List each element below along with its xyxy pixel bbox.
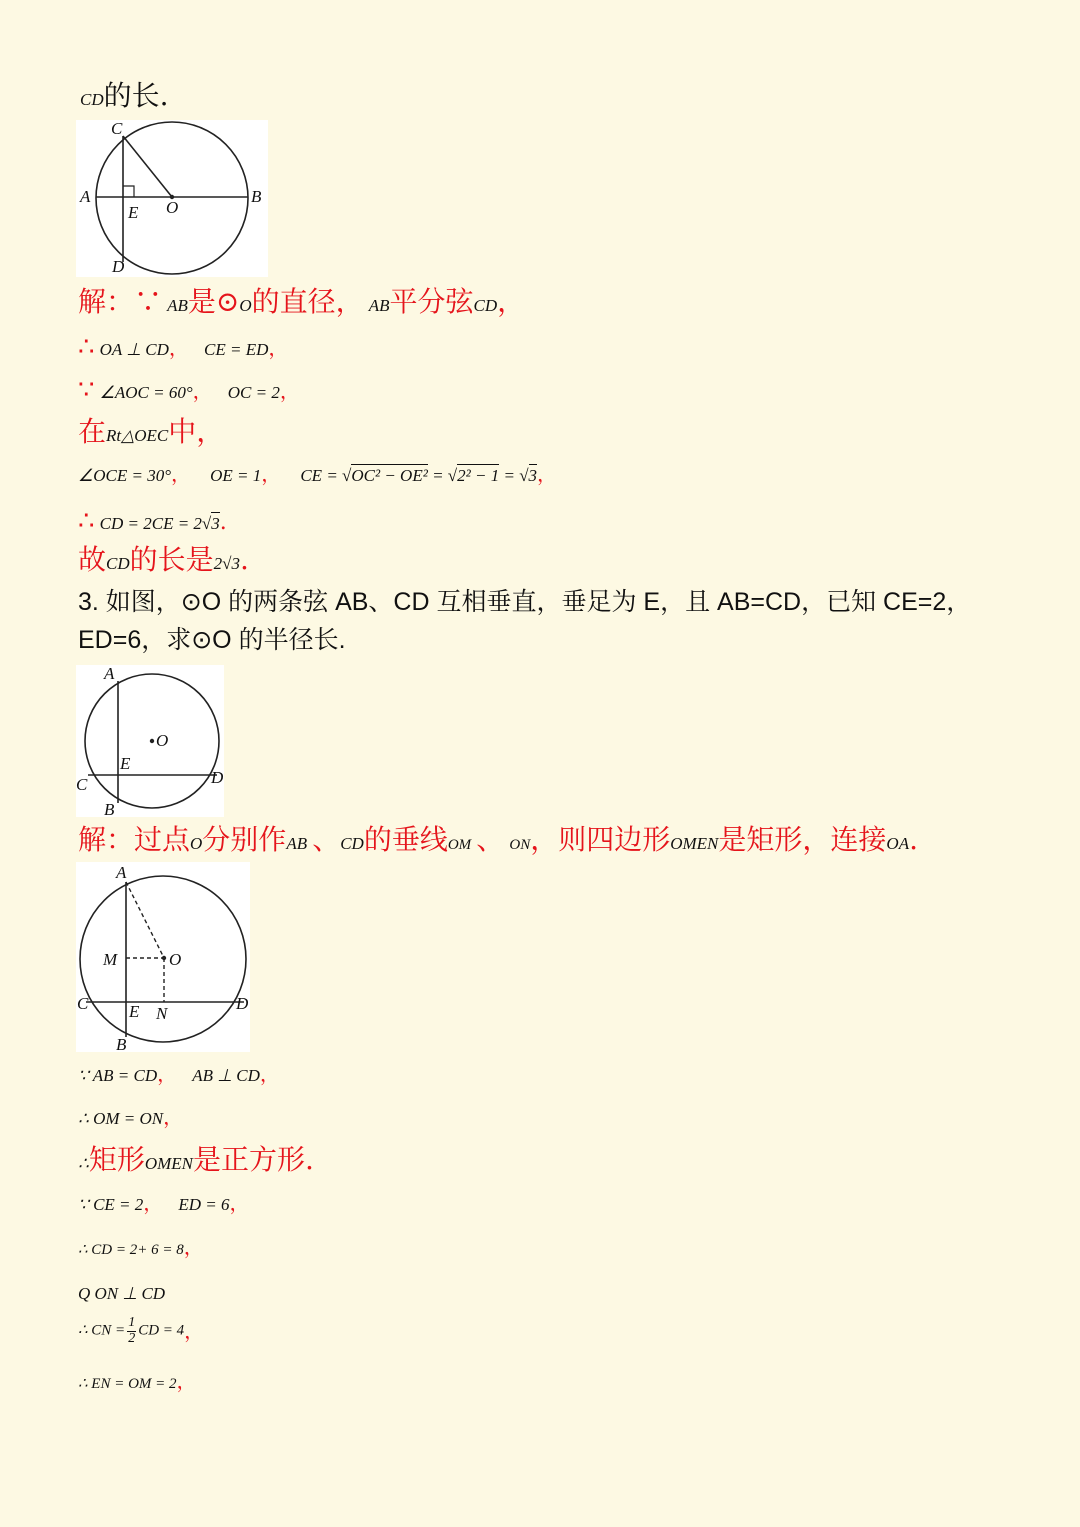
math: OE = 1 — [210, 466, 262, 485]
math: ∴ CD = 2+ 6 = 8 — [78, 1242, 184, 1258]
segment-co — [123, 136, 172, 197]
math: Rt△OEC — [106, 426, 169, 445]
math-om: OM — [447, 837, 472, 853]
because-symbol: ∵ — [78, 375, 95, 405]
label-d: D — [211, 768, 224, 787]
label-o: O — [169, 950, 182, 969]
solution3-step8 — [78, 1371, 197, 1392]
math: ∴ CN = — [78, 1322, 126, 1339]
math: Q ON ⊥ CD — [78, 1284, 166, 1303]
math: ED = 6 — [178, 1195, 230, 1214]
math-cd: CD — [473, 296, 498, 315]
denominator: 2 — [128, 1330, 136, 1346]
text: . — [219, 510, 227, 535]
prev-problem-line — [80, 79, 169, 112]
problem3-line2 — [78, 628, 346, 653]
text: 、 — [312, 823, 341, 856]
solution1-line7 — [78, 543, 249, 576]
text: . — [240, 543, 249, 576]
figure-circle-diameter — [76, 120, 268, 277]
label-d: D — [236, 994, 249, 1013]
math: = √ — [499, 466, 529, 485]
label-c: C — [76, 775, 88, 794]
math-o: O — [239, 296, 252, 315]
text: 、 — [476, 823, 505, 856]
text: 在 — [78, 415, 107, 448]
label-e: E — [129, 1002, 140, 1021]
text: ， — [176, 1369, 197, 1393]
math-ab: AB — [286, 834, 308, 853]
solution1-line4 — [78, 415, 225, 448]
solution3-step1 — [78, 1064, 280, 1084]
text: ， — [157, 1062, 178, 1086]
text: 中， — [168, 415, 225, 448]
text: ， — [184, 1319, 205, 1344]
label-d: D — [112, 257, 125, 276]
segment-oa — [126, 882, 164, 958]
label-e: E — [120, 754, 131, 773]
text: ， — [259, 1062, 280, 1086]
math-radicand: 2² − 1 — [457, 466, 500, 485]
solution3-step3 — [78, 1143, 314, 1176]
label-a: A — [116, 863, 127, 882]
math-omen: OMEN — [670, 834, 719, 853]
math-on: ON — [509, 837, 531, 853]
math-radicand: OC² − OE² — [351, 466, 428, 485]
label-n: N — [156, 1004, 168, 1023]
text: ， — [168, 336, 189, 360]
figure-perpendicular-chords — [76, 665, 224, 817]
text: 的垂线 — [363, 823, 448, 856]
center-dot — [162, 956, 166, 960]
text: 是正方形. — [193, 1143, 314, 1176]
math: CE = √ — [300, 466, 352, 485]
math: CD = 2CE = 2√ — [99, 514, 212, 533]
problem3-line1 — [78, 590, 971, 615]
math: CE = ED — [204, 340, 269, 359]
label-c: C — [77, 994, 89, 1013]
label-o: O — [156, 731, 169, 750]
solution3-step7 — [78, 1316, 204, 1346]
math: ∴ EN = OM = 2 — [78, 1376, 177, 1392]
solution1-line5 — [78, 464, 557, 484]
solution1-line1 — [78, 285, 526, 318]
text: 的长是 — [129, 543, 214, 576]
text: ， — [268, 336, 289, 360]
therefore-symbol: ∴ — [78, 332, 95, 362]
text: 的长. — [103, 79, 169, 112]
math: ∵ CE = 2 — [78, 1195, 144, 1214]
text: ， — [171, 462, 192, 486]
math-ab: AB — [167, 296, 188, 315]
label-e: E — [128, 203, 139, 222]
text: ， — [229, 1191, 250, 1215]
label-b: B — [116, 1035, 127, 1052]
text: 分别作 — [202, 823, 287, 856]
text: ， — [497, 285, 526, 318]
solution1-line2 — [78, 334, 288, 360]
math-radicand: 3 — [211, 514, 220, 533]
math-o: O — [190, 834, 203, 853]
text: 是⊙ — [187, 285, 240, 318]
center-dot — [150, 739, 154, 743]
math: OC = 2 — [227, 383, 280, 402]
math-cd: CD — [80, 90, 104, 109]
solution1-line6 — [78, 508, 227, 534]
text: ， — [163, 1105, 184, 1129]
text: . — [909, 823, 918, 856]
text: ，则四边形 — [530, 823, 671, 856]
label-b: B — [104, 800, 115, 817]
text: ， — [261, 462, 282, 486]
text: 的直径， — [251, 285, 364, 318]
text: 平分弦 — [389, 285, 474, 318]
text: ， — [143, 1191, 164, 1215]
numerator: 1 — [128, 1315, 136, 1330]
label-a: A — [104, 665, 115, 683]
solution3-step2 — [78, 1107, 183, 1127]
math: ∠AOC = 60° — [99, 383, 193, 402]
text: 解：∵ — [78, 285, 163, 318]
text: ， — [183, 1235, 204, 1259]
math: ∠OCE = 30° — [78, 466, 172, 485]
math: CD = 4 — [138, 1322, 185, 1339]
solution3-intro — [78, 823, 918, 856]
therefore-symbol: ∴ — [78, 506, 95, 536]
solution3-step5 — [78, 1237, 204, 1258]
therefore-symbol: ∴ — [78, 1154, 89, 1173]
text: ， — [537, 462, 558, 486]
label-b: B — [251, 187, 262, 206]
solution1-line3 — [78, 377, 300, 403]
math-radicand: 3 — [528, 466, 538, 485]
label-m: M — [103, 950, 118, 969]
text: 解：过点 — [78, 823, 191, 856]
math-cd: CD — [106, 554, 130, 573]
text: 矩形 — [88, 1143, 145, 1176]
text: 故 — [78, 543, 107, 576]
text: ， — [192, 379, 213, 403]
fraction-half — [127, 1316, 136, 1346]
text: ， — [279, 379, 300, 403]
math: 2√3 — [213, 554, 240, 573]
math: ∵ AB = CD — [78, 1066, 158, 1085]
math: ∴ OM = ON — [78, 1109, 164, 1128]
label-o: O — [166, 198, 179, 217]
solution3-step6 — [78, 1285, 165, 1302]
math-omen: OMEN — [144, 1154, 194, 1173]
right-angle-mark — [123, 186, 134, 197]
solution3-step4 — [78, 1193, 250, 1213]
problem-text: 3. 如图，⊙O 的两条弦 AB、CD 互相垂直，垂足为 E，且 AB=CD，已知 CE=2， — [78, 588, 972, 616]
math-ab: AB — [368, 296, 390, 315]
label-a: A — [80, 187, 91, 206]
math-cd: CD — [340, 834, 364, 853]
figure-square-construction — [76, 862, 250, 1052]
problem-text: ED=6，求⊙O 的半径长. — [78, 626, 346, 654]
math: OA ⊥ CD — [99, 340, 169, 359]
math: AB ⊥ CD — [192, 1066, 260, 1085]
math-oa: OA — [886, 834, 910, 853]
math: = √ — [427, 466, 458, 485]
label-c: C — [111, 120, 123, 138]
text: 是矩形，连接 — [718, 823, 887, 856]
